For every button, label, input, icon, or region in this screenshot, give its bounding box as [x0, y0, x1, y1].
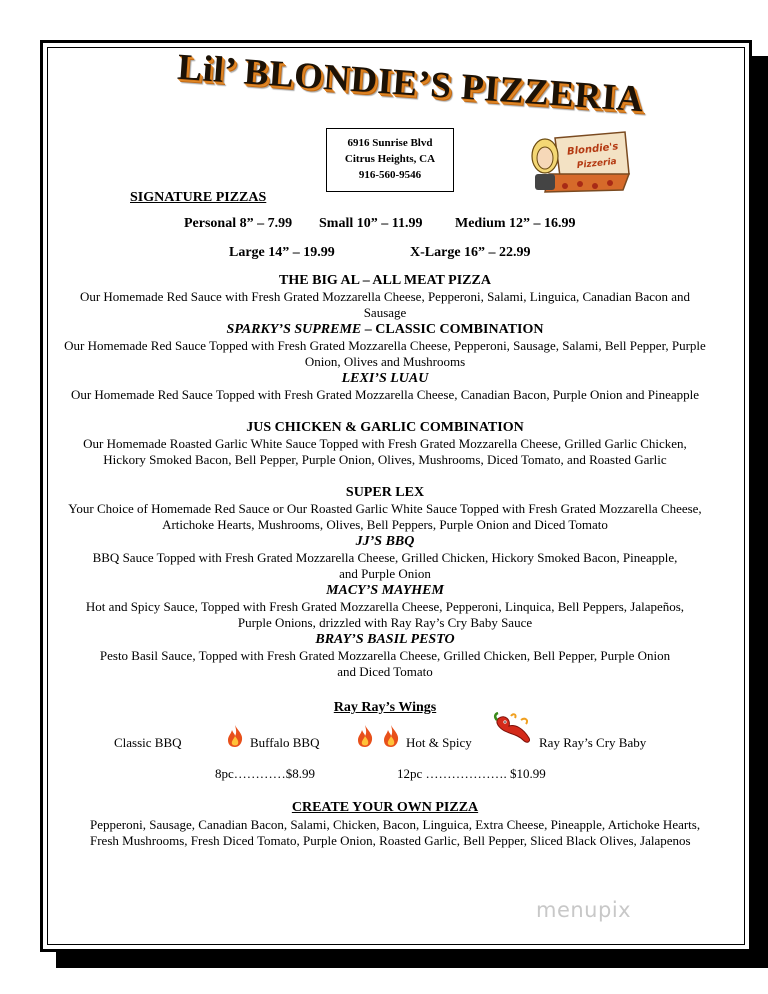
- address-box: [326, 128, 454, 192]
- pizza-name: JUS CHICKEN & GARLIC COMBINATION: [246, 420, 524, 435]
- wing-buffalo-bbq: Buffalo BBQ: [250, 735, 320, 750]
- pizza-name-rest: – CLASSIC COMBINATION: [361, 322, 544, 337]
- pizza-jus-chicken-garlic: [60, 420, 710, 468]
- svg-text:Blondie's: Blondie's: [566, 141, 619, 158]
- pizza-macys-mayhem: [60, 583, 710, 631]
- price-xlarge: X-Large 16” – 22.99: [410, 245, 531, 260]
- pizza-name: SUPER LEX: [345, 485, 425, 500]
- pizza-name: [60, 322, 710, 338]
- signature-heading: SIGNATURE PIZZAS: [130, 190, 267, 205]
- pizza-name: THE BIG AL – ALL MEAT PIZZA: [279, 273, 491, 288]
- address-phone: 916-560-9546: [358, 169, 422, 181]
- price-large: Large 14” – 19.99: [229, 245, 335, 260]
- svg-text:Pizzeria: Pizzeria: [576, 156, 618, 172]
- pizza-sparkys-supreme: [60, 322, 710, 370]
- create-heading: CREATE YOUR OWN PIZZA: [291, 800, 479, 815]
- pizza-description: Our Homemade Red Sauce Topped with Fresh Grated Mozzarella Cheese, Pepperoni, Sausage, Salami, Bell Pepper, Purple Onion, Olives and Mushrooms: [64, 338, 706, 369]
- flame-icon: [355, 724, 375, 748]
- pizza-big-al: [60, 273, 710, 321]
- pizza-jjs-bbq: [60, 534, 710, 582]
- pizza-box-logo-icon: [525, 128, 633, 196]
- wing-classic-bbq: Classic BBQ: [114, 735, 182, 750]
- pizza-description: Pesto Basil Sauce, Topped with Fresh Grated Mozzarella Cheese, Grilled Chicken, Bell Pepper, Purple Onion and Diced Tomato: [99, 648, 671, 679]
- restaurant-title: Lil’ BLONDIE’S PIZZERIA: [176, 46, 646, 121]
- pizza-name-italic: SPARKY’S SUPREME: [226, 322, 362, 337]
- wings-heading-wrap: [60, 699, 710, 716]
- pizza-lexis-luau: [60, 371, 710, 403]
- price-small: Small 10” – 11.99: [319, 216, 423, 231]
- flame-icon: [381, 724, 401, 748]
- pizza-description: Your Choice of Homemade Red Sauce or Our Roasted Garlic White Sauce Topped with Fresh Grated Mozzarella Cheese, Artichoke Hearts, Mushrooms, Olives, Bell Peppers, Purple Onion and Diced Tomato: [68, 501, 702, 532]
- create-toppings-list: Pepperoni, Sausage, Canadian Bacon, Salami, Chicken, Bacon, Linguica, Extra Cheese, Pineapple, Artichoke Hearts, Fresh Mushrooms, Fresh Diced Tomato, Purple Onion, Roasted Garlic, Bell Pepper, Sliced Black Olives, Jalapenos: [90, 817, 701, 848]
- wings-heading: Ray Ray’s Wings: [333, 700, 437, 715]
- price-personal: Personal 8” – 7.99: [184, 216, 293, 231]
- pizza-description: Our Homemade Roasted Garlic White Sauce Topped with Fresh Grated Mozzarella Cheese, Grilled Garlic Chicken, Hickory Smoked Bacon, Bell Pepper, Purple Onion, Olives, Mushrooms, Diced Tomato, and Roasted Garlic: [83, 436, 687, 467]
- menupix-watermark: menupix: [536, 898, 632, 922]
- address-city: Citrus Heights, CA: [344, 153, 436, 165]
- pizza-name: MACY’S MAYHEM: [326, 583, 444, 598]
- pizza-description: Our Homemade Red Sauce with Fresh Grated Mozzarella Cheese, Pepperoni, Salami, Linguica, Canadian Bacon and Sausage: [79, 289, 691, 320]
- address-street: 6916 Sunrise Blvd: [347, 137, 433, 149]
- pizza-description: BBQ Sauce Topped with Fresh Grated Mozzarella Cheese, Grilled Chicken, Hickory Smoked Bacon, Pineapple, and Purple Onion: [92, 550, 678, 581]
- wings-price-8pc: 8pc…………$8.99: [215, 766, 316, 781]
- chili-pepper-icon: [493, 712, 535, 748]
- price-medium: Medium 12” – 16.99: [455, 216, 576, 231]
- pizza-super-lex: [60, 485, 710, 533]
- flame-icon: [225, 724, 245, 748]
- create-heading-wrap: [60, 799, 710, 816]
- pizza-name: JJ’S BBQ: [355, 534, 415, 549]
- wings-price-12pc: 12pc ………………. $10.99: [397, 766, 546, 781]
- wing-hot-spicy: Hot & Spicy: [406, 735, 472, 750]
- pizza-description: Our Homemade Red Sauce Topped with Fresh Grated Mozzarella Cheese, Canadian Bacon, Purple Onion and Pineapple: [70, 387, 700, 402]
- pizza-name: BRAY’S BASIL PESTO: [315, 632, 455, 647]
- pizza-brays-basil-pesto: [60, 632, 710, 680]
- pizza-name: LEXI’S LUAU: [341, 371, 429, 386]
- pizza-description: Hot and Spicy Sauce, Topped with Fresh Grated Mozzarella Cheese, Pepperoni, Linquica, Bell Peppers, Jalapeños, Purple Onions, drizzled with Ray Ray’s Cry Baby Sauce: [85, 599, 685, 630]
- wing-ray-rays-cry-baby: Ray Ray’s Cry Baby: [539, 735, 647, 750]
